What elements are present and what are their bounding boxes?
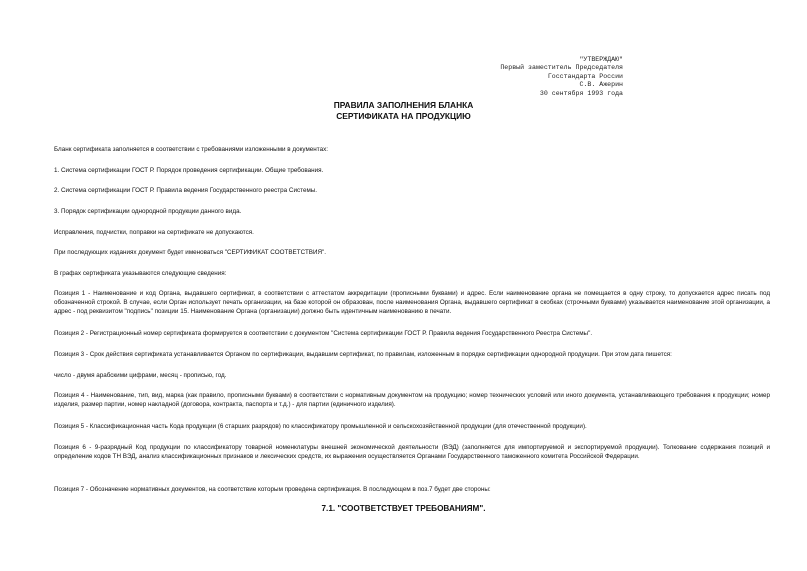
- approval-signatory: С.В. Ажерин: [579, 81, 623, 89]
- subheading: 7.1. "СООТВЕТСТВУЕТ ТРЕБОВАНИЯМ".: [321, 504, 486, 513]
- paragraph-position-7: Позиция 7 - Обозначение нормативных документов, на соответствие которым проведена сертификация. В последующем в поз.7 будет две стороны:: [54, 486, 491, 493]
- approval-position: Первый заместитель Председателя: [500, 64, 623, 72]
- approval-organization: Госстандарта России: [547, 72, 623, 80]
- paragraph-naming: При последующих изданиях документ будет именоваться "СЕРТИФИКАТ СООТВЕТСТВИЯ".: [54, 249, 327, 256]
- paragraph-doc-3: 3. Порядок сертификации однородной продукции данного вида.: [54, 208, 242, 215]
- paragraph-date-format: число - двумя арабскими цифрами, месяц - прописью, год.: [54, 372, 227, 379]
- paragraph-position-4: Позиция 4 - Наименование, тип, вид, марка (как правило, прописными буквами) в соответствии с нормативным документом на продукцию; номер технических условий или иного документа, устанавливающего требования к продукции; номер изделия, размер партии, номер накладной (договора, контракта, паспорта и т.д.) - для партии (единичного изделия).: [54, 392, 770, 408]
- paragraph-position-3: Позиция 3 - Срок действия сертификата устанавливается Органом по сертификации, выдавшим сертификат, по правилам, изложенным в порядке сертификации однородной продукции. При этом дата пишется:: [54, 351, 672, 358]
- paragraph-position-2: Позиция 2 - Регистрационный номер сертификата формируется в соответствии с документом "Система сертификации ГОСТ Р. Правила ведения Государственного Реестра Системы".: [54, 330, 593, 337]
- paragraph-position-6: Позиция 6 - 9-разрядный Код продукции по классификатору товарной номенклатуры внешней экономической деятельности (ВЭД) (заполняется для импортируемой и экспортируемой продукции). Толкование содержания позиций и определение кодов ТН ВЭД, анализ классификационных признаков и лексических средств, их выражения осуществляется Органами Государственного таможенного комитета Российской Федерации.: [54, 444, 770, 460]
- paragraph-doc-1: 1. Система сертификации ГОСТ Р. Порядок проведения сертификации. Общие требования.: [54, 167, 324, 174]
- approval-heading: "УТВЕРЖДАЮ": [579, 56, 623, 63]
- paragraph-position-1: Позиция 1 - Наименование и код Органа, выдавшего сертификат, в соответствии с аттестатом аккредитации (прописными буквами) и адрес. Если наименование органа не помещается в одну строку, то допускается адрес писать под обозначенной строкой. В случае, если Орган использует печать организации, на базе которой он образован, после наименования Органа, выдавшего сертификат в скобках (строчными буквами) указывается наименование этой организации, а адрес - под реквизитом "подпись" позиции 15. Наименование Органа (организации) должно быть идентичным наименованию в печати.: [54, 290, 770, 315]
- title-line-1: ПРАВИЛА ЗАПОЛНЕНИЯ БЛАНКА: [333, 100, 474, 110]
- document-title: [0, 100, 807, 122]
- paragraph-corrections: Исправления, подчистки, поправки на сертификате не допускаются.: [54, 229, 254, 236]
- approval-date: 30 сентября 1993 года: [539, 89, 623, 97]
- paragraph-intro: Бланк сертификата заполняется в соответствии с требованиями изложенными в документах:: [54, 146, 328, 153]
- title-line-2: СЕРТИФИКАТА НА ПРОДУКЦИЮ: [336, 111, 471, 121]
- approval-block: [470, 56, 623, 98]
- paragraph-fields-intro: В графах сертификата указываются следующие сведения:: [54, 270, 227, 277]
- paragraph-position-5: Позиция 5 - Классификационная часть Кода продукции (6 старших разрядов) по классификатору промышленной и сельскохозяйственной продукции (для отечественной продукции).: [54, 423, 587, 430]
- paragraph-doc-2: 2. Система сертификации ГОСТ Р. Правила ведения Государственного реестра Системы.: [54, 187, 318, 194]
